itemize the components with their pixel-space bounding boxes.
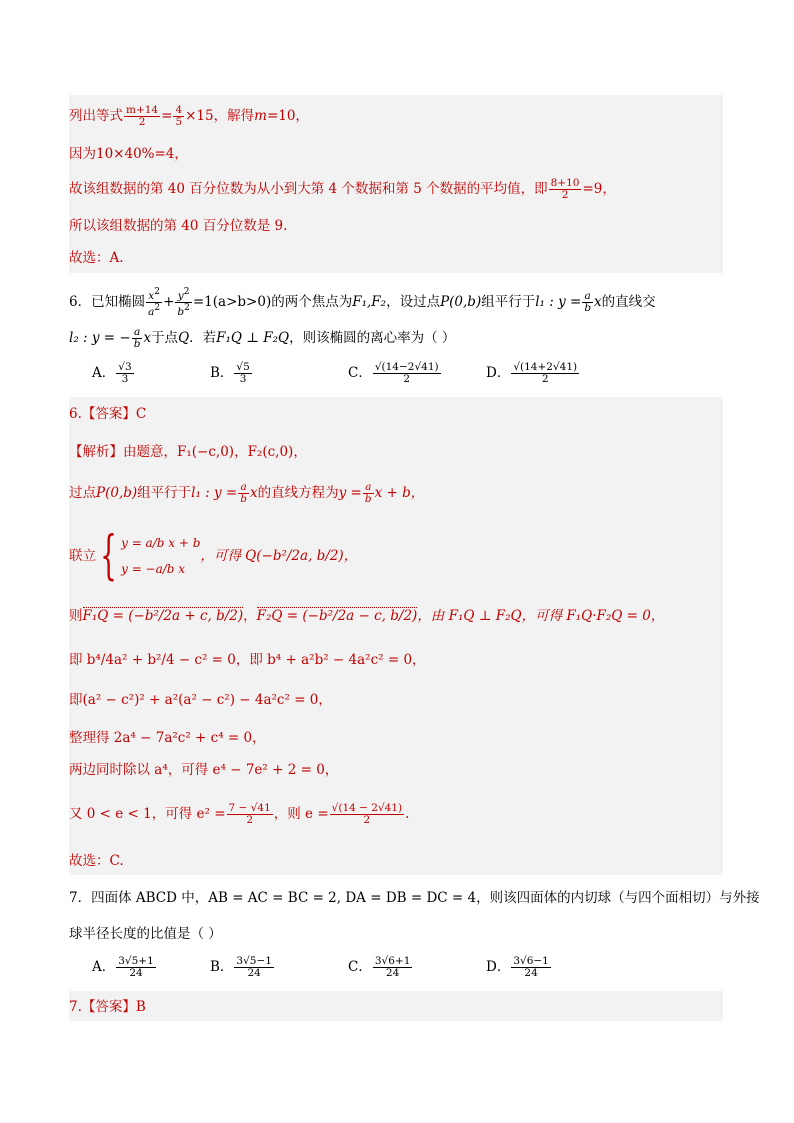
fraction (511, 956, 551, 979)
q7-stem-line-1: 7．四面体 ABCD 中，AB = AC = BC = 2, DA = DB = DC = 4，则该四面体的内切球（与四个面相切）与外接 (69, 890, 760, 906)
numerator: a (363, 482, 374, 494)
q6-option-d[interactable] (486, 361, 580, 385)
q6-sol-line-4: 则F₁Q = (−b²/2a + c, b/2)，F₂Q = (−b²/2a − c, b/2)，由 F₁Q ⊥ F₂Q，可得 F₁Q·F₂Q = 0， (69, 608, 665, 624)
q5-line-5: 故选：A. (69, 250, 124, 266)
numerator: 4 (175, 104, 183, 116)
fraction (227, 803, 273, 826)
fraction (511, 362, 579, 385)
q5-line-3 (69, 178, 723, 201)
numerator: 8+10 (550, 177, 580, 189)
q6-option-c[interactable] (348, 361, 442, 385)
option-label: D． (486, 959, 511, 975)
text: =10， (266, 108, 309, 124)
text: 组平行于 (137, 485, 192, 501)
line-l1: l₁ : y = (535, 294, 582, 310)
text: =9， (582, 181, 616, 197)
denominator: 2 (403, 373, 411, 385)
fraction (238, 482, 249, 505)
equation-lhs: y = (338, 485, 362, 501)
text: ，则 e = (273, 806, 329, 822)
q5-line-2: 因为10×40%=4， (69, 146, 188, 162)
text: ，则该椭圆的离心率为（ ） (289, 330, 456, 346)
text: 6．已知椭圆 (69, 294, 146, 310)
q6-sol-line-1 (69, 442, 723, 462)
text: 又 0 < e < 1，可得 e² = (69, 806, 226, 822)
numerator: √3 (118, 361, 132, 373)
denominator: a2 (148, 303, 161, 318)
q6-sol-line-10: 故选：C. (69, 853, 124, 869)
equation-1: y = a/b x + b (121, 536, 201, 550)
q7-option-b[interactable] (210, 955, 275, 979)
numerator: 3√6−1 (513, 955, 549, 967)
numerator: √(14 − 2√41) (331, 802, 403, 814)
numerator: 3√5−1 (236, 955, 272, 967)
denominator: b (133, 338, 141, 350)
fraction (116, 956, 156, 979)
q6-stem-line-1: 6．已知椭圆 $\frac{x2}{a2}$ + $\frac{y2}{b2}$ =1(a>b>0)的两个焦点为F₁,F₂，设过点P(0,b)组平行于l₁ : y = $\frac{a}{b}$ x的直线交 (69, 287, 656, 318)
q5-line-4: 所以该组数据的第 40 百分位数是 9. (69, 218, 288, 234)
denominator: b (364, 493, 372, 505)
denominator: b (584, 302, 592, 314)
line-l1: l₁ : y = (191, 485, 238, 501)
fraction (373, 362, 441, 385)
option-label: A． (92, 959, 116, 975)
q6-sol-line-7: 整理得 2a⁴ − 7a²c² + c⁴ = 0， (69, 730, 266, 746)
option-label: B． (210, 365, 234, 381)
denominator: b (240, 493, 247, 505)
perp-condition: F₁Q ⊥ F₂Q (216, 330, 290, 346)
numerator: √(14−2√41) (374, 361, 439, 373)
q7-option-d[interactable] (486, 955, 552, 979)
q7-stem-line-2: 球半径长度的比值是（ ） (69, 926, 222, 942)
option-label: C． (348, 959, 372, 975)
numerator: a (132, 327, 143, 339)
q6-answer: 6.【答案】C (69, 406, 147, 422)
fraction (146, 287, 162, 318)
fraction (330, 803, 404, 826)
q6-option-a[interactable] (92, 361, 135, 385)
fraction (124, 105, 160, 128)
fraction (373, 956, 413, 979)
text: 于点 (151, 330, 179, 346)
text: ，由 F₁Q ⊥ F₂Q，可得 F₁Q·F₂Q = 0， (417, 608, 665, 624)
q6-sol-line-9 (69, 803, 723, 826)
line-l2: l₂ : y = − (69, 330, 131, 346)
denominator: 3 (239, 373, 247, 385)
q6-sol-line-8: 两边同时除以 a⁴，可得 e⁴ − 7e² + 2 = 0， (69, 762, 339, 778)
text: 的两个焦点为 (271, 294, 353, 310)
denominator: 2 (138, 116, 146, 128)
fraction (116, 362, 133, 385)
numerator: x2 (146, 287, 162, 303)
text: 的直线方程为 (257, 485, 339, 501)
denominator: 5 (175, 116, 183, 128)
text: ，设过点 (386, 294, 441, 310)
equation-2: y = −a/b x (121, 562, 186, 576)
fraction (363, 482, 374, 505)
numerator: √(14+2√41) (513, 361, 578, 373)
numerator: √5 (236, 361, 250, 373)
numerator: a (238, 482, 249, 494)
denominator: 24 (385, 967, 400, 979)
denominator: 24 (524, 967, 538, 979)
fraction (175, 287, 191, 318)
q5-line-1 (69, 105, 723, 128)
text: 过点 (69, 485, 96, 501)
denominator: 2 (541, 373, 549, 385)
numerator: y2 (175, 287, 191, 303)
point-p: P(0,b) (96, 485, 138, 501)
numerator: 7 − √41 (228, 802, 271, 814)
numerator: m+14 (126, 104, 159, 116)
point-p: P(0,b) (440, 294, 482, 310)
q6-sol-line-5: 即 b⁴/4a² + b²/4 − c² = 0，即 b⁴ + a²b² − 4a²c² = 0， (69, 652, 426, 668)
ellipse-condition: =1(a>b>0) (192, 294, 272, 310)
text: 组平行于 (481, 294, 536, 310)
text: 故该组数据的第 40 百分位数为从小到大第 4 个数据和第 5 个数据的平均值，即 (69, 181, 548, 197)
var-m: m (254, 108, 267, 124)
q6-option-b[interactable] (210, 361, 253, 385)
denominator: 3 (121, 373, 129, 385)
denominator: 24 (247, 967, 261, 979)
text: 由题意，F₁(−c,0)，F₂(c,0)， (123, 444, 307, 460)
q6-sol-line-2: 过点P(0,b)组平行于l₁ : y = $\frac{a}{b}$ x的直线方程为y = $\frac{a}{b}$ x + b， (69, 481, 425, 505)
q6-stem-line-2: l₂ : y = − $\frac{a}{b}$ x于点Q．若F₁Q ⊥ F₂Q，则该椭圆的离心率为（ ） (69, 326, 456, 350)
text: . (405, 806, 410, 822)
text: 联立 (69, 548, 96, 564)
result: ，可得 Q(−b²/2a, b/2)， (200, 548, 358, 564)
option-label: D． (486, 365, 511, 381)
denominator: 2 (246, 814, 253, 826)
fraction (549, 178, 582, 201)
denominator: 24 (129, 967, 143, 979)
numerator: 3√6+1 (374, 955, 411, 967)
vector-f2q: F₂Q = (−b²/2a − c, b/2) (256, 608, 418, 624)
denominator: b2 (177, 303, 190, 318)
vector-f1q: F₁Q = (−b²/2a + c, b/2) (82, 608, 244, 624)
left-brace: { (100, 526, 117, 586)
denominator: 2 (363, 814, 371, 826)
q7-option-c[interactable] (348, 955, 413, 979)
text: 的直线交 (601, 294, 656, 310)
q6-sol-line-3 (69, 526, 723, 586)
fraction (132, 327, 143, 350)
foci: F₁,F₂ (352, 294, 387, 310)
numerator: a (582, 291, 593, 303)
option-label: A． (92, 365, 116, 381)
fraction (234, 362, 251, 385)
option-label: C． (348, 365, 372, 381)
equation-system (121, 530, 200, 582)
text: 列出等式 (69, 108, 123, 124)
solution-label: 【解析】 (69, 444, 123, 460)
text: 则 (69, 608, 83, 624)
q7-answer: 7.【答案】B (69, 999, 146, 1015)
fraction (173, 105, 184, 128)
q7-option-a[interactable] (92, 955, 157, 979)
numerator: 3√5+1 (118, 955, 154, 967)
point-q: Q (178, 330, 190, 346)
denominator: 2 (561, 189, 569, 201)
equation-tail: x + b， (374, 485, 425, 501)
fraction (582, 291, 593, 314)
q6-sol-line-6: 即(a² − c²)² + a²(a² − c²) − 4a²c² = 0， (69, 692, 332, 708)
text: ．若 (189, 330, 217, 346)
text: = (161, 108, 173, 124)
fraction (234, 956, 274, 979)
text: ×15，解得 (185, 108, 255, 124)
option-label: B． (210, 959, 234, 975)
